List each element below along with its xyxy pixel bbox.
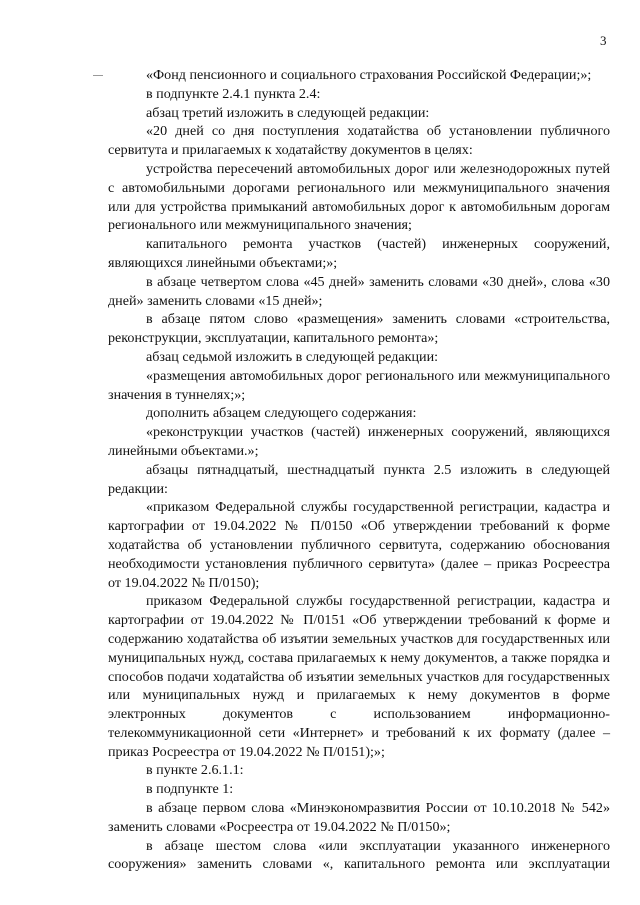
scan-mark (93, 75, 103, 76)
paragraph: в абзаце четвертом слова «45 дней» заменить словами «30 дней», слова «30 дней» заменить словами «15 дней»; (108, 273, 610, 309)
paragraph: «20 дней со дня поступления ходатайства об установлении публичного сервитута и прилагаемых к ходатайству документов в целях: (108, 123, 610, 159)
paragraph: абзац седьмой изложить в следующей редакции: (146, 348, 439, 365)
paragraph: устройства пересечений автомобильных дорог или железнодорожных путей с автомобильными дорогами регионального или межмуниципального значения или для устройства примыканий автомобильных дорог к автомобильным дорогам регионального или межмуниципального значения; (108, 160, 610, 234)
page-number: 3 (600, 33, 607, 48)
paragraph: абзац третий изложить в следующей редакции: (146, 104, 430, 121)
paragraph: в абзаце пятом слово «размещения» заменить словами «строительства, реконструкции, эксплуатации, капитального ремонта»; (108, 311, 610, 347)
document-body (108, 66, 610, 874)
paragraph: дополнить абзацем следующего содержания: (146, 405, 417, 422)
paragraph: абзацы пятнадцатый, шестнадцатый пункта 2.5 изложить в следующей редакции: (108, 461, 610, 497)
paragraph: в абзаце шестом слова «или эксплуатации указанного инженерного сооружения» заменить словами «, капитального ремонта или эксплуатации (108, 837, 610, 873)
paragraph: «реконструкции участков (частей) инженерных сооружений, являющихся линейными объектами.»; (108, 424, 610, 459)
paragraph: «Фонд пенсионного и социального страхования Российской Федерации;»; (146, 67, 592, 83)
paragraph: приказом Федеральной службы государственной регистрации, кадастра и картографии от 19.04.2022 № П/0151 «Об утверждении требований к форме и содержанию ходатайства об изъятии земельных участков для государственных или муниципальных нужд, состава прилагаемых к нему документов, а также порядка и способов подачи ходатайства об изъятии земельных участков для государственных или муниципальных нужд и прилагаемых к нему документов в форме электронных документов с использованием информационно-телекоммуникационной сети «Интернет» и требований к их формату (далее – приказ Росреестра от 19.04.2022 № П/0151);»; (108, 593, 610, 760)
paragraph: в абзаце первом слова «Минэкономразвития России от 10.10.2018 № 542» заменить словами «Росреестра от 19.04.2022 № П/0150»; (108, 800, 610, 835)
paragraph: «приказом Федеральной службы государственной регистрации, кадастра и картографии от 19.04.2022 № П/0150 «Об утверждении требований к форме ходатайства об установлении публичного сервитута, содержанию обоснования необходимости установления публичного сервитута» (далее – приказ Росреестра от 19.04.2022 № П/0150); (108, 499, 610, 591)
paragraph: в подпункте 2.4.1 пункта 2.4: (146, 85, 321, 102)
paragraph: капитального ремонта участков (частей) инженерных сооружений, являющихся линейными объектами;»; (108, 236, 610, 271)
paragraph: в подпункте 1: (146, 781, 234, 798)
paragraph: в пункте 2.6.1.1: (146, 762, 244, 779)
paragraph: «размещения автомобильных дорог регионального или межмуниципального значения в туннелях;»; (108, 367, 610, 403)
